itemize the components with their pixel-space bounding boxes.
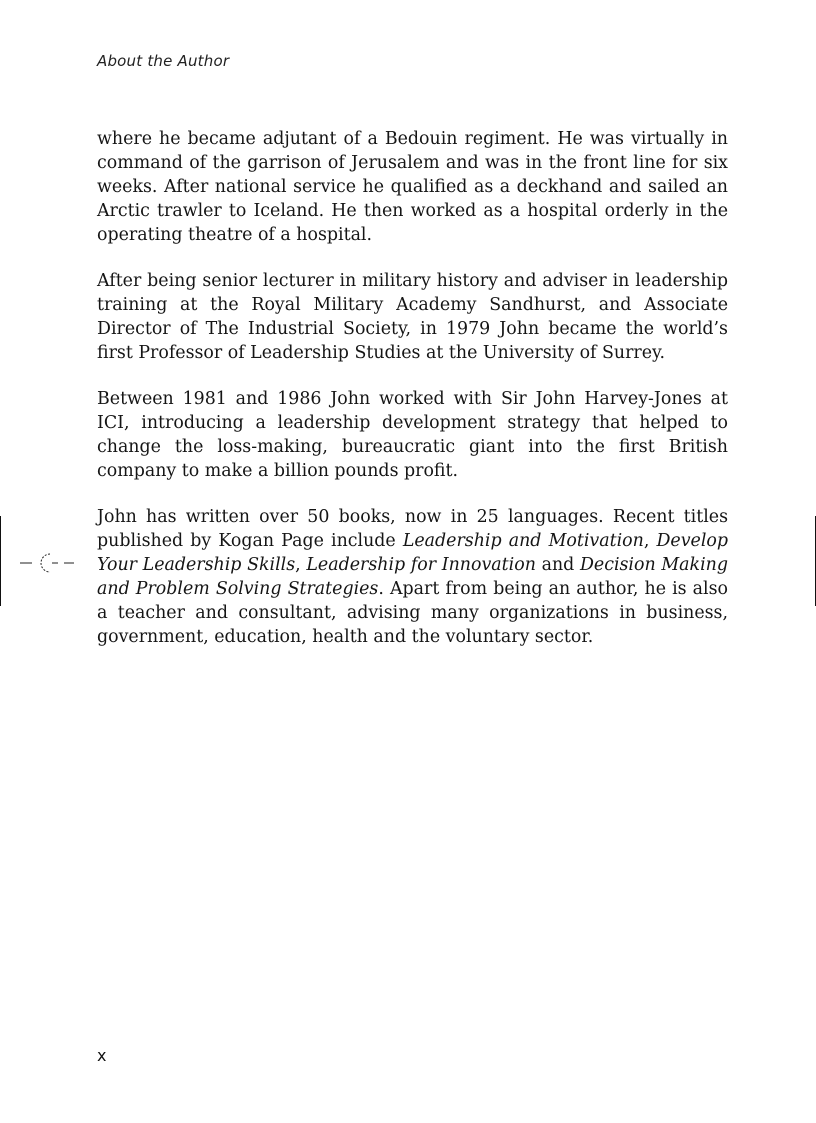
book-title: Develop Your Leadership Skills (97, 531, 728, 575)
page-number: x (97, 1046, 107, 1065)
separator-text: , (295, 555, 307, 575)
body-text (97, 127, 728, 671)
book-title: Leadership and Motivation (402, 531, 644, 551)
paragraph-military-service: where he became adjutant of a Bedouin regiment. He was virtually in command of the garrison of Jerusalem and was in the front line for six weeks. After national service he qualified as a deckhand and sailed an Arctic trawler to Iceland. He then worked as a hospital orderly in the operating theatre of a hospital. (97, 129, 728, 245)
running-head: About the Author (97, 52, 230, 70)
registration-mark-icon (20, 549, 76, 577)
paragraph-academic-career: After being senior lecturer in military history and adviser in leadership training at the Royal Military Academy Sandhurst, and Associate Director of The Industrial Society, in 1979 John became the world’s first Professor of Leadership Studies at the University of Surrey. (97, 271, 728, 363)
book-title: Decision Making and Problem Solving Strategies (97, 555, 728, 599)
books-outro-text: . Apart from being an author, he is also a teacher and consultant, advising many organizations in business, government, education, health and the voluntary sector. (97, 579, 729, 647)
books-intro-text: John has written over 50 books, now in 25 languages. Recent titles published by Kogan Page include (97, 507, 728, 551)
paragraph-ici: Between 1981 and 1986 John worked with Sir John Harvey-Jones at ICI, introducing a leadership development strategy that helped to change the loss-making, bureaucratic giant into the first British company to make a billion pounds profit. (97, 389, 728, 481)
book-title: Leadership for Innovation (306, 555, 536, 575)
crop-mark-left (0, 516, 1, 606)
paragraph-books (97, 505, 728, 649)
separator-text: and (535, 555, 580, 575)
separator-text: , (643, 531, 657, 551)
